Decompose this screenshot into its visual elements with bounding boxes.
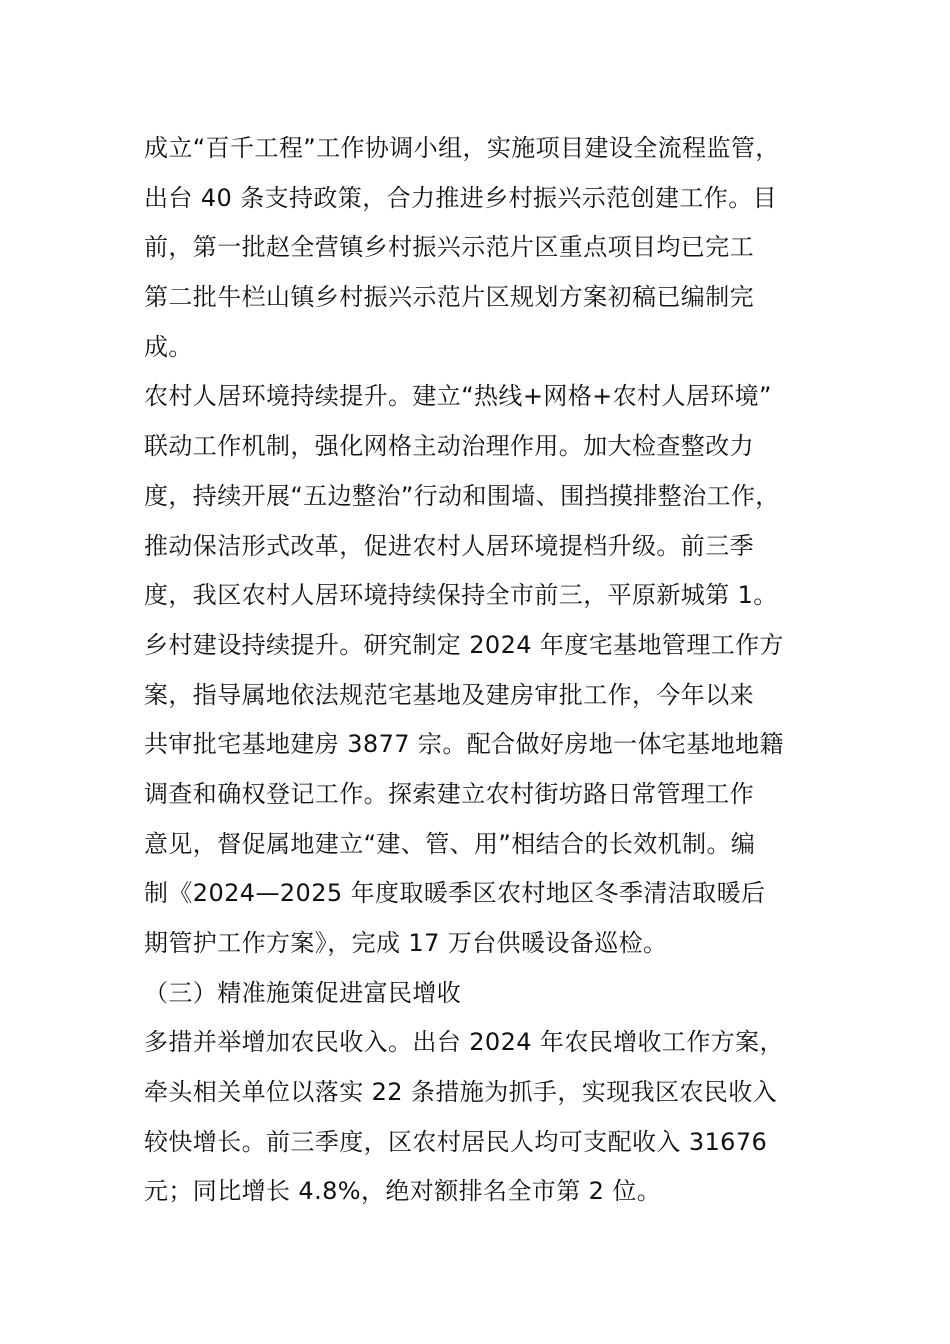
body-text <box>144 124 824 1217</box>
text-line: 乡村建设持续提升。研究制定 2024 年度宅基地管理工作方 <box>144 630 784 659</box>
text-line: 多措并举增加农民收入。出台 2024 年农民增收工作方案， <box>144 1028 784 1057</box>
text-line: 度，我区农村人居环境持续保持全市前三，平原新城第 1。 <box>144 581 778 610</box>
text-line: 共审批宅基地建房 3877 宗。配合做好房地一体宅基地地籍 <box>144 730 784 759</box>
text-line: 出台 40 条支持政策，合力推进乡村振兴示范创建工作。目 <box>144 183 777 212</box>
text-line: 农村人居环境持续提升。建立“热线+网格+农村人居环境” <box>144 382 772 411</box>
text-line: 制《2024—2025 年度取暖季区农村地区冬季清洁取暖后 <box>144 879 766 908</box>
text-line: 前，第一批赵全营镇乡村振兴示范片区重点项目均已完工 <box>144 233 754 262</box>
text-line: 较快增长。前三季度，区农村居民人均可支配收入 31676 <box>144 1127 768 1156</box>
text-line: 推动保洁形式改革，促进农村人居环境提档升级。前三季 <box>144 531 754 560</box>
text-line: 联动工作机制，强化网格主动治理作用。加大检查整改力 <box>144 432 754 461</box>
text-line: 元；同比增长 4.8%，绝对额排名全市第 2 位。 <box>144 1177 662 1206</box>
text-line: 牵头相关单位以落实 22 条措施为抓手，实现我区农民收入 <box>144 1078 777 1107</box>
section-heading: （三）精准施策促进富民增收 <box>144 978 462 1007</box>
text-line: 成立“百千工程”工作协调小组，实施项目建设全流程监管， <box>144 134 780 162</box>
text-line: 意见，督促属地建立“建、管、用”相结合的长效机制。编 <box>144 829 756 858</box>
text-line: 成。 <box>144 332 193 361</box>
text-line: 第二批牛栏山镇乡村振兴示范片区规划方案初稿已编制完 <box>144 283 754 312</box>
text-line: 调查和确权登记工作。探索建立农村街坊路日常管理工作 <box>144 779 754 808</box>
text-line: 案，指导属地依法规范宅基地及建房审批工作，今年以来 <box>144 680 754 709</box>
text-line: 期管护工作方案》，完成 17 万台供暖设备巡检。 <box>144 929 668 957</box>
text-line: 度，持续开展“五边整治”行动和围墙、围挡摸排整治工作， <box>144 481 780 510</box>
